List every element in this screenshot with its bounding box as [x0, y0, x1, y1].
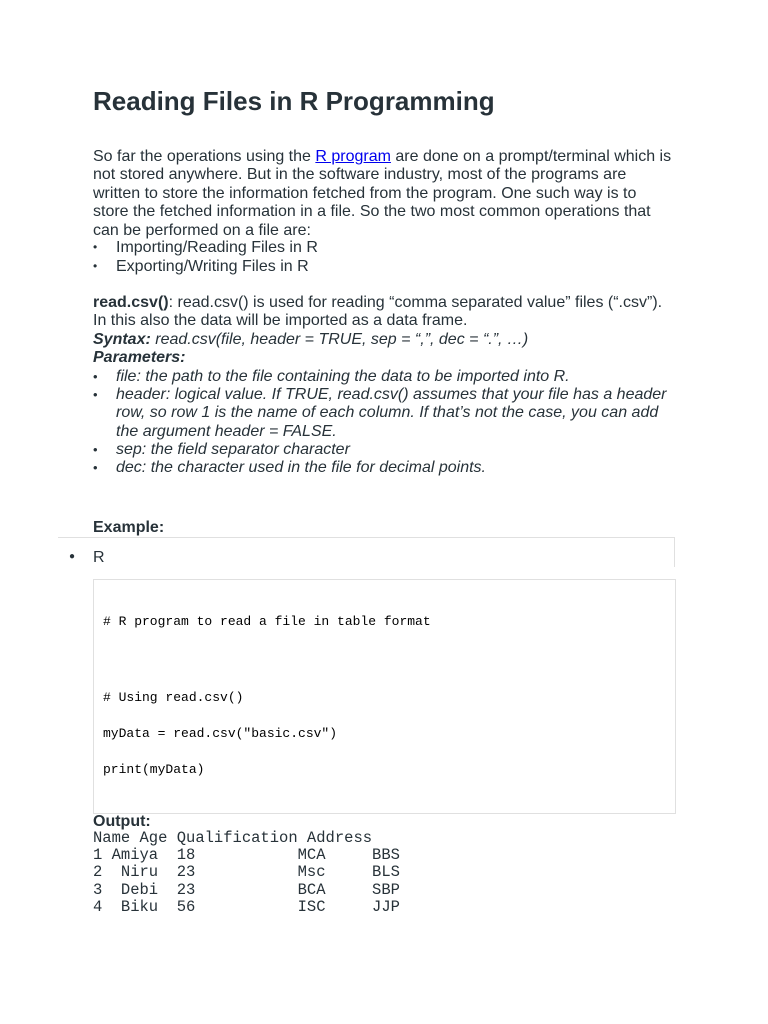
table-row: 3 Debi 23 BCA SBP [93, 880, 400, 899]
operations-list [93, 238, 318, 276]
code-line: print(myData) [103, 762, 205, 777]
code-line: myData = read.csv("basic.csv") [103, 726, 338, 741]
intro-paragraph [93, 148, 673, 240]
table-row: 1 Amiya 18 MCA BBS [93, 846, 400, 865]
parameters-label: Parameters: [93, 349, 186, 367]
list-item: • header: logical value. If TRUE, read.csv() assumes that your file has a header row, so row 1 is the name of each column. If that’s not the case, you can add the argument header = FALSE. [116, 386, 673, 441]
function-description: : read.csv() is used for reading “comma separated value” files (“.csv”). In this also the data will be imported as a data frame. [93, 294, 663, 330]
code-line: # Using read.csv() [103, 690, 244, 705]
intro-text-end: are done on a prompt/terminal which is not stored anywhere. But in the software industry, most of the programs are written to store the information fetched from the program. One such way is to store the fetched information in a file. So the two most common operations that can be performed on a file are: [93, 148, 672, 239]
list-item: • Importing/Reading Files in R [116, 238, 318, 257]
syntax-label: Syntax: [93, 330, 151, 348]
list-item: • sep: the field separator character [116, 441, 673, 459]
example-heading: Example: [93, 519, 165, 536]
code-language-tab[interactable] [58, 537, 675, 567]
code-block[interactable] [93, 579, 676, 814]
code-language-label: R [93, 549, 105, 566]
syntax-text: read.csv(file, header = TRUE, sep = “,”, dec = “.”, …) [150, 330, 529, 348]
read-csv-section [93, 294, 673, 477]
list-item: • dec: the character used in the file for decimal points. [116, 459, 673, 477]
intro-text-start: So far the operations using the [93, 148, 316, 165]
syntax-line [93, 331, 673, 349]
code-line: # R program to read a file in table format [103, 614, 431, 629]
page-title: Reading Files in R Programming [93, 86, 495, 116]
list-item: • Exporting/Writing Files in R [116, 257, 318, 276]
table-row: 4 Biku 56 ISC JJP [93, 897, 400, 916]
output-heading: Output: [93, 813, 151, 830]
bullet-icon: ● [69, 551, 76, 562]
function-name: read.csv() [93, 294, 169, 311]
parameters-list [93, 368, 673, 478]
table-header-row: Name Age Qualification Address [93, 829, 373, 847]
output-table [93, 830, 400, 916]
list-item: • file: the path to the file containing the data to be imported into R. [116, 368, 673, 386]
table-row: 2 Niru 23 Msc BLS [93, 863, 400, 882]
read-csv-description [93, 294, 673, 331]
r-program-link[interactable]: R program [315, 148, 391, 165]
